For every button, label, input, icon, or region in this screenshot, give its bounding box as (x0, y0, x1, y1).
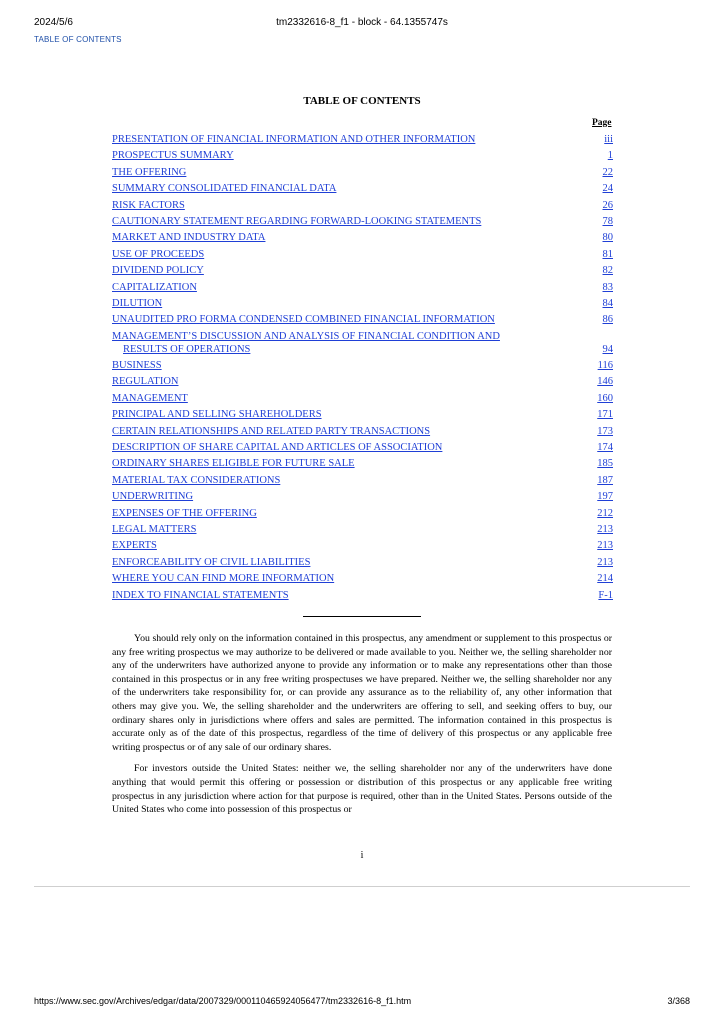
toc-entry-link[interactable]: MANAGEMENT’S DISCUSSION AND ANALYSIS OF FINANCIAL CONDITION AND (112, 330, 500, 342)
footer-url: https://www.sec.gov/Archives/edgar/data/2007329/000110465924056477/tm2332616-8_f1.htm (34, 996, 412, 1006)
toc-entry-page-link[interactable]: 116 (597, 360, 613, 372)
toc-entry-title (112, 264, 613, 277)
toc-entry (112, 408, 613, 421)
toc-entry-title (112, 215, 613, 228)
toc-entry-title (112, 359, 613, 372)
toc-entry (112, 297, 613, 310)
toc-entry-title (112, 457, 613, 470)
toc-entry-link[interactable]: BUSINESS (112, 360, 162, 372)
page-separator (34, 886, 690, 887)
toc-entry-link[interactable]: ENFORCEABILITY OF CIVIL LIABILITIES (112, 556, 311, 568)
toc-entry (112, 313, 613, 326)
toc-entry-link[interactable]: EXPERTS (112, 540, 157, 552)
section-divider (303, 616, 421, 617)
toc-entry-title (112, 408, 613, 421)
toc-entry-link[interactable]: WHERE YOU CAN FIND MORE INFORMATION (112, 573, 335, 585)
toc-entry (112, 199, 613, 212)
toc-entry-link[interactable]: PRINCIPAL AND SELLING SHAREHOLDERS (112, 409, 322, 421)
toc-entry-title (112, 375, 613, 388)
toc-entry-title (112, 572, 613, 585)
toc-entry (112, 359, 613, 372)
toc-entry-page-link[interactable]: 80 (602, 232, 613, 244)
toc-entry-link[interactable]: SUMMARY CONSOLIDATED FINANCIAL DATA (112, 183, 337, 195)
toc-entry-link[interactable]: LEGAL MATTERS (112, 523, 197, 535)
toc-entry (112, 425, 613, 438)
toc-entry-link[interactable]: INDEX TO FINANCIAL STATEMENTS (112, 589, 289, 601)
toc-entry-link[interactable]: PRESENTATION OF FINANCIAL INFORMATION AND OTHER INFORMATION (112, 134, 476, 145)
disclaimer-paragraph-1: You should rely only on the information contained in this prospectus, any amendment or supplement to this prospectus or any free writing prospectus we may authorize to be delivered or made available to you. Neither we, the selling shareholder nor any of the underwriters have authorized anyone to provide any information or to make any representations other than those contained in this prospectus or in any free writing prospectuses we have prepared. Neither we, the selling shareholder nor any of the underwriters take responsibility for, or can provide any assurance as to the reliability of, any other information that others may give you. We, the selling shareholder and the underwriters are offering to sell, and seeking offers to buy, our ordinary shares only in jurisdictions where offers and sales are permitted. The information contained in this prospectus is accurate only as of the date of this prospectus, regardless of the time of delivery of this prospectus or any applicable free writing prospectus or of any sale of our ordinary shares. (112, 633, 612, 753)
toc-entry-title (112, 313, 613, 326)
toc-entry (112, 149, 613, 162)
page-number: i (360, 850, 364, 861)
toc-entry-link[interactable]: MATERIAL TAX CONSIDERATIONS (112, 474, 281, 486)
toc-entry-page-link[interactable]: 171 (597, 409, 613, 421)
toc-entry-title (112, 182, 613, 195)
toc-entry (112, 375, 613, 388)
page-column-label: Page (592, 118, 612, 128)
disclaimer-paragraph-2: For investors outside the United States: neither we, the selling shareholder nor any of the underwriters have done anything that would permit this offering or possession or distribution of this prospectus or any applicable free writing prospectus in any jurisdiction where action for that purpose is required, other than in the United States. Persons outside of the United States who come into possession of this prospectus or (112, 763, 612, 816)
toc-entry-title (112, 149, 613, 162)
toc-entry-link[interactable]: CAPITALIZATION (112, 281, 197, 293)
toc-entry (112, 182, 613, 195)
toc-entry-title (112, 133, 613, 146)
toc-entry-page-link[interactable]: 78 (602, 215, 613, 227)
toc-entry (112, 166, 613, 179)
toc-entry (112, 556, 613, 569)
toc-entry-link-continued[interactable]: RESULTS OF OPERATIONS (123, 343, 251, 355)
toc-entry-title (112, 490, 613, 503)
toc-entry-page-link[interactable]: 160 (597, 392, 613, 404)
toc-entry-page-link[interactable]: 214 (597, 573, 613, 585)
toc-entry (112, 441, 613, 454)
toc-entry-link[interactable]: DESCRIPTION OF SHARE CAPITAL AND ARTICLES OF ASSOCIATION (112, 442, 443, 454)
toc-entry-title (112, 199, 613, 212)
toc-entry-page-link[interactable]: 197 (597, 491, 613, 503)
toc-entry-title (112, 297, 613, 310)
table-of-contents (112, 133, 613, 605)
toc-entry-link[interactable]: MARKET AND INDUSTRY DATA (112, 232, 266, 244)
toc-entry (112, 507, 613, 520)
toc-top-link[interactable]: TABLE OF CONTENTS (34, 35, 122, 44)
toc-entry (112, 133, 613, 146)
toc-entry (112, 523, 613, 536)
toc-entry-title (112, 474, 613, 487)
toc-entry-title (112, 539, 613, 552)
toc-entry-link[interactable]: CAUTIONARY STATEMENT REGARDING FORWARD-LOOKING STATEMENTS (112, 215, 482, 227)
toc-entry-page-link[interactable]: 146 (597, 376, 613, 388)
toc-entry-page-link[interactable]: iii (604, 134, 613, 145)
toc-entry-title (112, 589, 613, 602)
toc-entry-page-link[interactable]: 185 (597, 458, 613, 470)
toc-entry-page-link[interactable]: 173 (597, 425, 613, 437)
toc-entry (112, 231, 613, 244)
toc-entry-page-link[interactable]: 174 (597, 442, 613, 454)
toc-entry-title (112, 392, 613, 405)
toc-entry-title (112, 231, 613, 244)
toc-entry-title (112, 523, 613, 536)
toc-entry (112, 215, 613, 228)
toc-entry (112, 457, 613, 470)
toc-entry-page-link[interactable]: 86 (602, 314, 613, 326)
toc-entry-link[interactable]: UNAUDITED PRO FORMA CONDENSED COMBINED FINANCIAL INFORMATION (112, 314, 495, 326)
toc-entry-title (112, 281, 613, 294)
toc-entry-page-link[interactable]: 212 (597, 507, 613, 519)
footer-page-count: 3/368 (667, 996, 690, 1006)
toc-entry (112, 330, 613, 356)
toc-entry-link[interactable]: RISK FACTORS (112, 199, 185, 211)
toc-entry (112, 474, 613, 487)
toc-entry-page-link[interactable]: 1 (607, 150, 613, 162)
toc-entry-link[interactable]: THE OFFERING (112, 166, 187, 178)
toc-entry-page-link[interactable]: 213 (597, 556, 613, 568)
toc-entry-page-link[interactable]: 81 (602, 248, 613, 260)
toc-entry-link[interactable]: CERTAIN RELATIONSHIPS AND RELATED PARTY TRANSACTIONS (112, 425, 431, 437)
toc-entry (112, 281, 613, 294)
toc-entry-page-link[interactable]: 82 (602, 265, 613, 277)
toc-entry-page-link[interactable]: 213 (597, 540, 613, 552)
toc-entry-page-link[interactable]: 94 (602, 343, 613, 355)
toc-entry (112, 539, 613, 552)
toc-entry-link[interactable]: MANAGEMENT (112, 392, 188, 404)
toc-entry-link[interactable]: USE OF PROCEEDS (112, 248, 205, 260)
disclaimer-text (112, 632, 612, 825)
toc-entry-title (112, 556, 613, 569)
toc-entry-page-link[interactable]: F-1 (598, 589, 613, 601)
toc-entry-page-link[interactable]: 26 (602, 199, 613, 211)
toc-entry-page-link[interactable]: 187 (597, 474, 613, 486)
toc-entry (112, 589, 613, 602)
document-title: tm2332616-8_f1 - block - 64.1355747s (276, 17, 448, 28)
toc-entry-page-link[interactable]: 24 (602, 183, 613, 195)
toc-entry-title (112, 330, 613, 356)
toc-entry (112, 490, 613, 503)
toc-entry-page-link[interactable]: 213 (597, 523, 613, 535)
toc-entry (112, 264, 613, 277)
toc-entry-title (112, 248, 613, 261)
toc-heading: TABLE OF CONTENTS (303, 95, 421, 107)
toc-entry-link[interactable]: DIVIDEND POLICY (112, 265, 204, 277)
toc-entry-page-link[interactable]: 84 (602, 297, 613, 309)
toc-entry-title (112, 507, 613, 520)
toc-entry-link[interactable]: UNDERWRITING (112, 491, 194, 503)
toc-entry-page-link[interactable]: 83 (602, 281, 613, 293)
toc-entry-link[interactable]: DILUTION (112, 297, 163, 309)
toc-entry-title (112, 425, 613, 438)
toc-entry-page-link[interactable]: 22 (602, 166, 613, 178)
toc-entry (112, 248, 613, 261)
toc-entry-link[interactable]: ORDINARY SHARES ELIGIBLE FOR FUTURE SALE (112, 458, 355, 470)
toc-entry-title (112, 166, 613, 179)
toc-entry-link[interactable]: REGULATION (112, 376, 179, 388)
toc-entry-link[interactable]: PROSPECTUS SUMMARY (112, 150, 234, 162)
toc-entry (112, 572, 613, 585)
toc-entry-title (112, 441, 613, 454)
toc-entry-link[interactable]: EXPENSES OF THE OFFERING (112, 507, 257, 519)
print-date: 2024/5/6 (34, 17, 73, 28)
toc-entry (112, 392, 613, 405)
